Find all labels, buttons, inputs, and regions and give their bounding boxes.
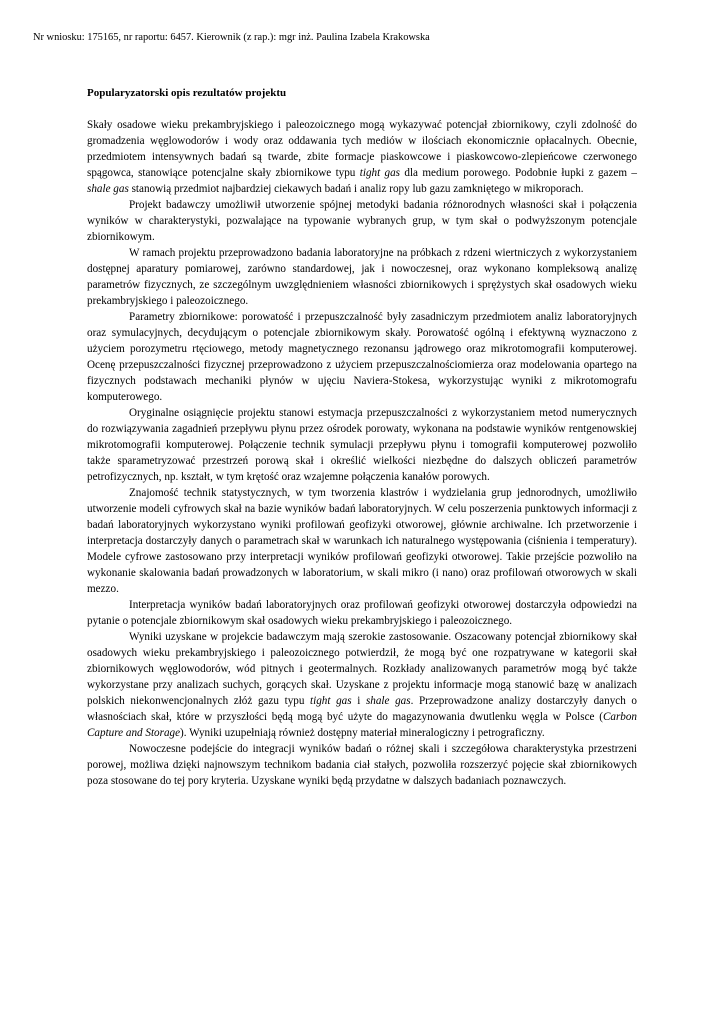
body-paragraph — [87, 117, 637, 197]
paragraph-text: Parametry zbiornikowe: porowatość i przepuszczalność były zasadniczym przedmiotem analiz laboratoryjnych oraz symulacyjnych, decydującym o potencjale zbiornikowym skały. Porowatość ogólną i efektywną wyznaczono z użyciem porozymetru rtęciowego, metody magnetycznego rezonansu jądrowego oraz mikrotomografii komputerowej. Ocenę przepuszczalności fizycznej przeprowadzono z użyciem przepuszczalnościomierza oraz modelowania opartego na fizycznych podstawach mechaniki płynów w ujęciu Naviera-Stokesa, wykorzystując wyniki z mikrotomografu komputerowego. — [87, 311, 637, 403]
body-paragraph — [87, 245, 637, 309]
paragraph-text: ). Wyniki uzupełniają również dostępny materiał mineralogiczny i petrograficzny. — [180, 727, 545, 739]
paragraph-text: W ramach projektu przeprowadzono badania laboratoryjne na próbkach z rdzeni wiertniczych z wykorzystaniem dostępnej aparatury pomiarowej, zarówno standardowej, jak i nowoczesnej, oraz wykonano kompleksową analizę parametrów fizycznych, ze szczególnym uwzględnieniem własności zbiornikowych i sprężystych skał osadowych wieku prekambryjskiego i paleozoicznego. — [87, 247, 637, 307]
italic-term: shale gas — [87, 183, 129, 195]
paragraph-text: Znajomość technik statystycznych, w tym tworzenia klastrów i wydzielania grup jednorodnych, umożliwiło utworzenie modeli cyfrowych skał na bazie wyników badań laboratoryjnych. W celu poszerzenia punktowych informacji z badań laboratoryjnych wykorzystano wyniki profilowań geofizyki otworowej, głównie archiwalne. Ich przetworzenie i interpretacja dostarczyły danych o parametrach skał w warunkach ich naturalnego występowania (ciśnienia i temperatury). Modele cyfrowe zastosowano przy interpretacji wyników profilowań geofizyki otworowej. Takie przejście pozwoliło na wykonanie skalowania badań prowadzonych w laboratorium, w skali mikro (i nano) oraz profilowań otworowych w skali mezzo. — [87, 487, 637, 595]
paragraph-text: Projekt badawczy umożliwił utworzenie spójnej metodyki badania różnorodnych własności skał i połączenia wyników w charakterystyki, pozwalające na typowanie wybranych grup, w tym skał o podwyższonym potencjale zbiornikowym. — [87, 199, 637, 243]
body-paragraph — [87, 629, 637, 741]
body-paragraph — [87, 309, 637, 405]
paragraph-text: dla medium porowego. Podobnie łupki z gazem – — [400, 167, 637, 179]
italic-term: tight gas — [310, 695, 352, 707]
paragraph-text: i — [351, 695, 366, 707]
italic-term: tight gas — [359, 167, 401, 179]
document-body — [87, 117, 637, 789]
paragraph-text: . Przeprowadzone analizy dostarczyły danych o własnościach skał, które w przyszłości będą mogą być użyte do magazynowania dwutlenku węgla w Polsce ( — [87, 695, 637, 723]
page-title: Popularyzatorski opis rezultatów projektu — [87, 87, 287, 99]
body-paragraph — [87, 405, 637, 485]
body-paragraph — [87, 485, 637, 597]
body-paragraph — [87, 197, 637, 245]
paragraph-text: Oryginalne osiągnięcie projektu stanowi estymacja przepuszczalności z wykorzystaniem metod numerycznych do rozwiązywania zagadnień przepływu płynu przez ośrodek porowaty, wykonana na podstawie wyników rentgenowskiej mikrotomografii komputerowej. Połączenie technik symulacji przepływu płynu i tomografii komputerowej pozwoliło także sparametryzować przestrzeń porową skał i określić wielkości niezbędne do dalszych obliczeń parametrów petrofizycznych, np. kształt, w tym krętość oraz wzajemne połączenia kanałów porowych. — [87, 407, 637, 483]
body-paragraph — [87, 597, 637, 629]
italic-term: Carbon Capture and Storage — [87, 711, 637, 739]
paragraph-text: Skały osadowe wieku prekambryjskiego i paleozoicznego mogą wykazywać potencjał zbiornikowy, czyli zdolność do gromadzenia węglowodorów i wody oraz oddawania tych mediów w ilościach ekonomicznie opłacalnych. Obecnie, przedmiotem intensywnych badań są twarde, zbite formacje piaskowcowe i piaskowcowo-zlepieńcowe czerwonego spągowca, stanowiące potencjalne skały zbiornikowe typu — [87, 119, 637, 179]
report-header: Nr wniosku: 175165, nr raportu: 6457. Kierownik (z rap.): mgr inż. Paulina Izabela Krakowska — [33, 32, 430, 43]
italic-term: shale gas — [365, 695, 411, 707]
body-paragraph — [87, 741, 637, 789]
paragraph-text: stanowią przedmiot najbardziej ciekawych badań i analiz ropy lub gazu zamkniętego w mikroporach. — [128, 183, 584, 195]
paragraph-text: Interpretacja wyników badań laboratoryjnych oraz profilowań geofizyki otworowej dostarczyła odpowiedzi na pytanie o potencjale zbiornikowym skał osadowych wieku prekambryjskiego i paleozoicznego. — [87, 599, 637, 627]
paragraph-text: Nowoczesne podejście do integracji wyników badań o różnej skali i szczegółowa charakterystyka przestrzeni porowej, możliwa dzięki najnowszym technikom badania ciał stałych, pozwoliła rozszerzyć pojęcie skał zbiornikowych poza stosowane do tej pory kryteria. Uzyskane wyniki będą przydatne w dalszych badaniach poznawczych. — [87, 743, 637, 787]
paragraph-text: Wyniki uzyskane w projekcie badawczym mają szerokie zastosowanie. Oszacowany potencjał zbiornikowy skał osadowych wieku prekambryjskiego i paleozoicznego potwierdził, że mogą być one rozpatrywane w kategorii skał zbiornikowych węglowodorów, wód pitnych i geotermalnych. Rozkłady analizowanych parametrów mogą być także wykorzystane przy analizach suchych, gorących skał. Uzyskane z projektu informacje mogą stanowić bazę w analizach polskich niekonwencjonalnych złóż gazu typu — [87, 631, 637, 707]
